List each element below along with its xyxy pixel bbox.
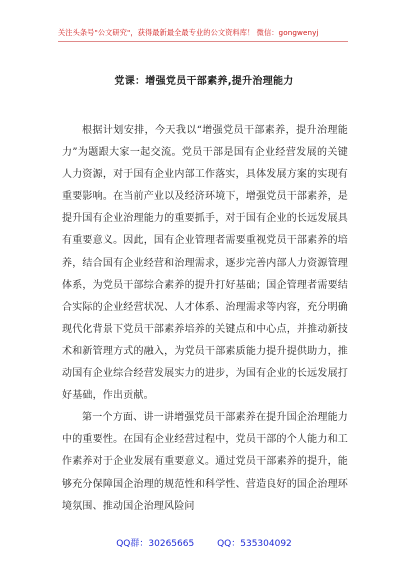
paragraph: 根据计划安排，今天我以“增强党员干部素养，提升治理能力”为题跟大家一起交流。党员干部是国有企业经营发展的关键人力资源，对于国有企业内部工作落实，具体发展方案的实现有重要影响。在当前产业以及经济环境下，增强党员干部素养，是提升国有企业治理能力的重要抓手，对于国有企业的长远发展具有重要意义。因此，国有企业管理者需要重视党员干部素养的培养，结合国有企业经营和治理需求，逐步完善内部人力资源管理体系，为党员干部综合素养的提升打好基础；国企管理者需要结合实际的企业经营状况、人才体系、治理需求等内容，充分明确现代化背景下党员干部素养培养的关键点和中心点，并推动新技术和新管理方式的融入，为党员干部素质能力提升提供助力，推动国有企业综合经营发展实力的进步，为国有企业的长远发展打好基础，作出贡献。 [62,125,348,402]
footer-qq-group: QQ群：30265665 [116,539,195,549]
document-title: 党课：增强党员干部素养,提升治理能力 [114,76,294,87]
header-divider [58,41,348,42]
document-body [62,120,348,518]
header-promo-text: 关注头条号"公文研究"，获得最新最全最专业的公文资料库！ 微信：gongwenyj [58,28,319,37]
page-header [0,0,408,50]
page-footer [0,536,408,549]
footer-qq: QQ：535304092 [217,539,292,549]
paragraph: 第一个方面、讲一讲增强党员干部素养在提升国企治理能力中的重要性。在国有企业经营过程中，党员干部的个人能力和工作素养对于企业发展有重要意义。通过党员干部素养的提升，能够充分保障国企治理的规范性和科学性、营造良好的国企治理环境氛围、推动国企治理风险问 [62,412,348,512]
